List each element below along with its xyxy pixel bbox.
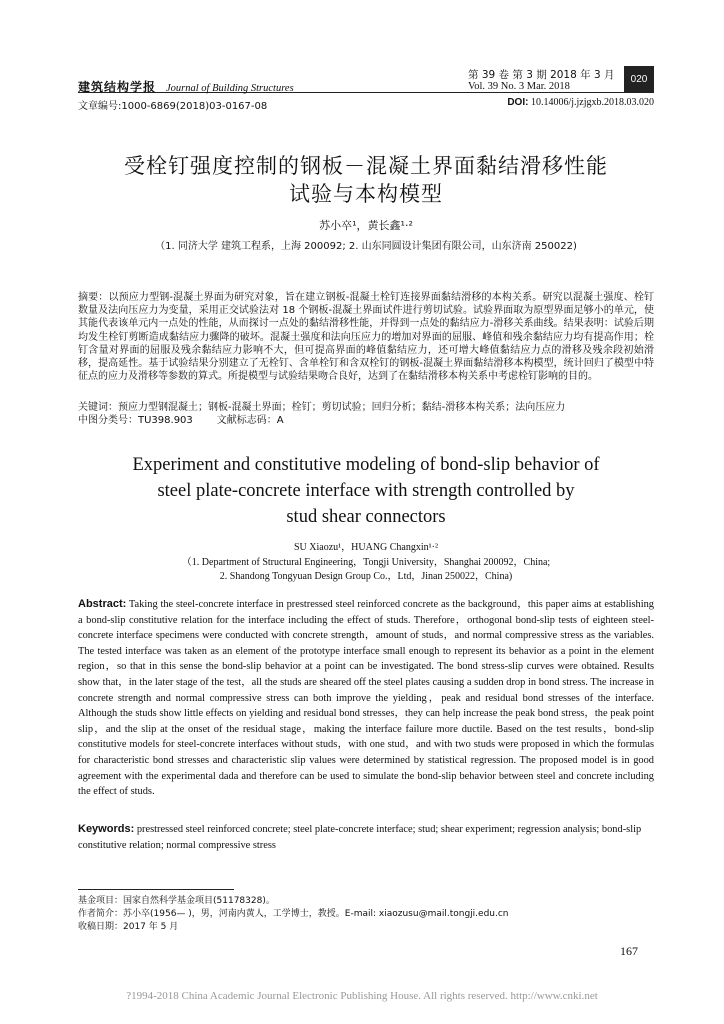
abstract-en — [78, 597, 654, 800]
affiliation-cn: （1. 同济大学 建筑工程系，上海 200092; 2. 山东同圆设计集团有限公司，山东济南 250022) — [155, 241, 577, 252]
footnote-fund: 基金项目：国家自然科学基金项目(51178328)。 — [78, 896, 275, 906]
title-en-line2: steel plate-concrete interface with strength controlled by — [157, 481, 575, 501]
keywords-en-label: Keywords: — [78, 823, 135, 835]
abstract-cn: 摘要：以预应力型钢-混凝土界面为研究对象，旨在建立钢板-混凝土栓钉连接界面黏结滑移的本构关系。研究以混凝土强度、栓钉数量及法向压应力为变量，采用正交试验法对 18 个钢板-混凝土界面试件进行剪切试验。试验界面取为原型界面足够小的单元，使其能代表该单元内一点处的性能，从而探讨一点处的黏结滑移性能，并得到一点处的黏结应力-滑移关系曲线。结果表明：试验后期均发生栓钉剪断造成黏结应力骤降的破坏。混凝土强度和法向压应力的增加对界面的屈服、峰值和残余黏结应力均有提高作用；栓钉含量对界面的屈服及残余黏结应力影响不大，但可提高界面的峰值黏结应力，还可增大峰值黏结应力点的滑移及残余段初始滑移，提高延性。基于试验结果分别建立了无栓钉、含单栓钉和含双栓钉的钢板-混凝土界面黏结滑移本构模型，统计回归了模型中特征点的应力及滑移等参数的算式。所提模型与试验结果吻合良好，达到了在黏结滑移本构关系中考虑栓钉影响的目的。 — [78, 292, 654, 383]
title-cn-line2: 试验与本构模型 — [289, 182, 443, 206]
authors-en: SU Xiaozu¹，HUANG Changxin¹·² — [294, 542, 438, 553]
doi-value: 10.14006/j.jzjgxb.2018.03.020 — [528, 97, 654, 108]
title-en-line1: Experiment and constitutive modeling of bond-slip behavior of — [132, 455, 600, 475]
abstract-en-text: Taking the steel-concrete interface in prestressed steel reinforced concrete as the background，this paper aims at establishing a bond-slip constitutive relation for the interface including the effect of studs. Therefore，orthogonal bond-slip tests of eighteen steel-concrete interface specimens were conducted with concrete strength，amount of studs，and normal compressive stress as the variables. The tested interface was taken as an element of the prototype interface small enough to represent its behavior as a point in the element region，so that in this sense the bond-slip behavior at a point can be investigated. The bond stress-slip curves were obtained. Results show that，in the later stage of the test，all the studs are sheared off the steel plates causing a sudden drop in bond stress. The increase in concrete strength and normal compressive stress can both improve the yielding，peak and residual bond stresses of the interface. Although the studs show little effects on yielding and residual bond stresses，they can help increase the peak bond stress，the peak point slip，and the slip at the onset of the residual stage，making the interface failure more ductile. Based on the test results，bond-slip constitutive models for steel-concrete interfaces without studs，with one stud，and with two studs were proposed in which the formulas for characteristic bond stresses and characteristic slip values were determined by statistical regression. The proposed model is in good agreement with the experimental dada and therefore can be used to simulate the bond-slip behavior between steel and concrete including the effect of studs. — [78, 599, 654, 798]
footnote-author-bio: 作者简介：苏小卒(1956— )，男，河南内黄人，工学博士，教授。E-mail: xiaozusu@mail.tongji.edu.cn — [78, 909, 509, 919]
article-number: 文章编号:1000-6869(2018)03-0167-08 — [78, 101, 268, 112]
affiliation-en-line1: （1. Department of Structural Engineering，Tongji University，Shanghai 200092，China; — [181, 557, 551, 568]
footnote-received: 收稿日期：2017 年 5 月 — [78, 922, 179, 932]
keywords-cn: 关键词：预应力型钢混凝土；钢板-混凝土界面；栓钉；剪切试验；回归分析；黏结-滑移本构关系；法向压应力 — [78, 402, 566, 413]
journal-name-en: Journal of Building Structures — [166, 83, 294, 94]
keywords-en — [78, 822, 654, 853]
title-en-line3: stud shear connectors — [286, 507, 446, 527]
doi — [507, 97, 654, 108]
clc-number: 中图分类号：TU398.903 — [78, 415, 193, 426]
footnote-rule — [78, 889, 234, 890]
header-rule — [78, 92, 654, 93]
journal-name-cn: 建筑结构学报 — [78, 80, 157, 94]
keywords-en-text: prestressed steel reinforced concrete; steel plate-concrete interface; stud; shear experiment; regression analysis; bond-slip constitutive relation; normal compressive stress — [78, 824, 642, 851]
issue-info-en: Vol. 39 No. 3 Mar. 2018 — [468, 81, 570, 92]
classification-cn — [78, 411, 654, 426]
abstract-en-label: Abstract: — [78, 598, 127, 610]
title-cn-line1: 受栓钉强度控制的钢板－混凝土界面黏结滑移性能 — [124, 154, 608, 178]
authors-cn: 苏小卒¹，黄长鑫¹·² — [319, 219, 413, 232]
doi-label: DOI: — [507, 97, 529, 108]
copyright-notice: ?1994-2018 China Academic Journal Electronic Publishing House. All rights reserved. http://www.cnki.net — [126, 990, 598, 1002]
page-code-badge: 020 — [624, 66, 654, 92]
document-code: 文献标志码：A — [216, 415, 284, 426]
issue-info-cn: 第 39 卷 第 3 期 2018 年 3 月 — [468, 69, 615, 81]
affiliation-en-line2: 2. Shandong Tongyuan Design Group Co.，Ltd，Jinan 250022，China) — [219, 571, 513, 582]
page-number: 167 — [620, 944, 638, 958]
